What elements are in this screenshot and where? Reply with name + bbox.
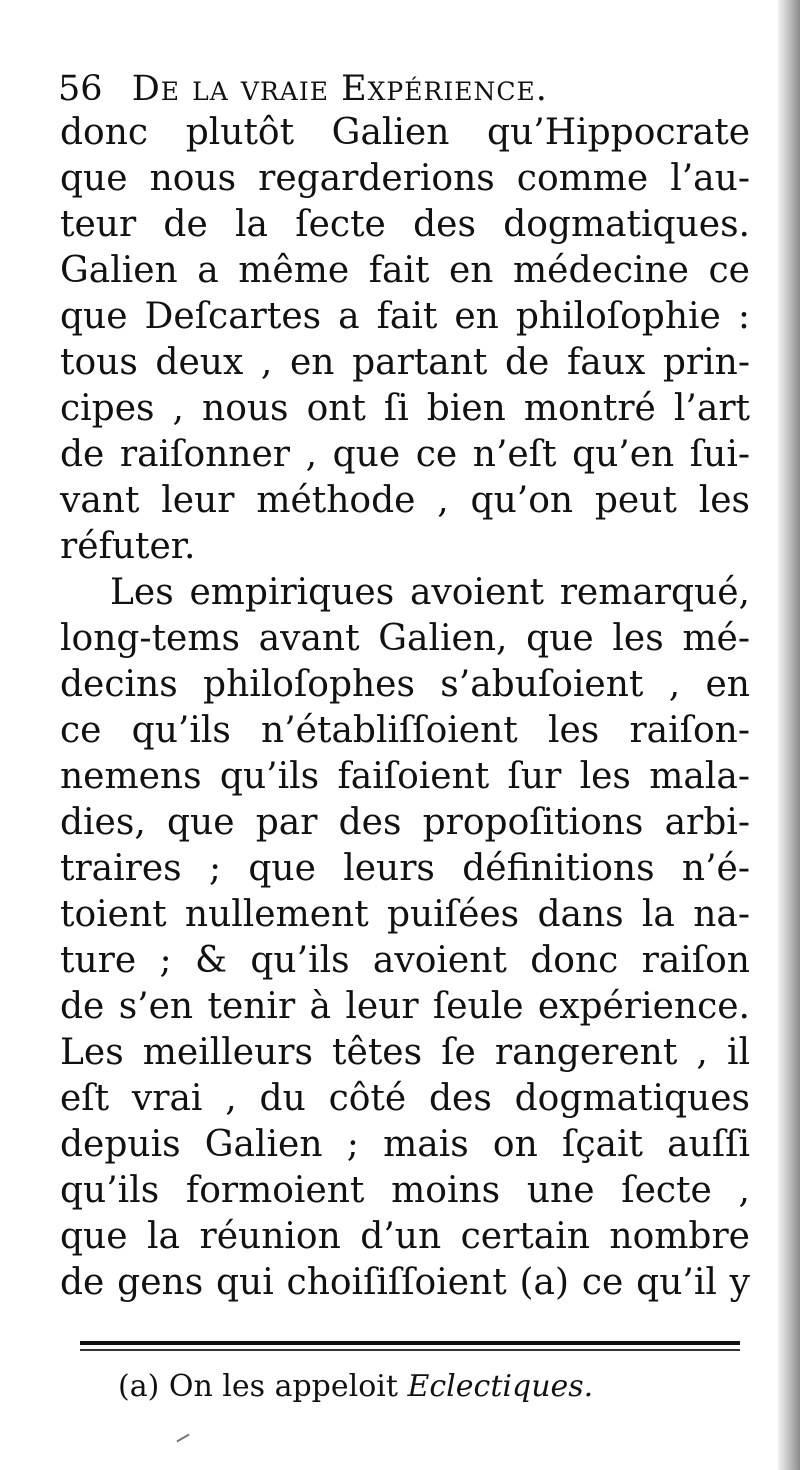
text-line: qu’ils formoient moins une ſecte , (60, 1170, 750, 1211)
text-line: traires ; que leurs définitions n’é- (60, 848, 750, 889)
body-text (60, 110, 750, 1306)
text-line: nemens qu’ils faiſoient ſur les mala- (60, 756, 750, 797)
text-line: donc plutôt Galien qu’Hippocrate (60, 112, 750, 153)
text-line: tous deux , en partant de faux prin- (60, 342, 750, 383)
footnote-italic-term: Eclectiques. (407, 1369, 594, 1404)
footnote-marker: (a) (118, 1369, 160, 1404)
running-title: De la vraie Expérience. (131, 69, 548, 109)
ink-speck (176, 1434, 189, 1443)
text-line: eſt vrai , du côté des dogmatiques (60, 1078, 750, 1119)
text-line: cipes , nous ont ſi bien montré l’art (60, 388, 750, 429)
text-line: toient nullement puiſées dans la na- (60, 894, 750, 935)
text-line: teur de la ſecte des dogmatiques. (60, 204, 750, 245)
text-line: réfuter. (60, 526, 196, 567)
text-line: de gens qui choiſiſſoient (a) ce qu’il y (60, 1262, 750, 1303)
text-line: que nous regarderions comme l’au- (60, 158, 750, 199)
footnote (118, 1364, 718, 1410)
text-line: long-tems avant Galien, que les mé- (60, 618, 750, 659)
text-line: Les empiriques avoient remarqué, (110, 572, 750, 613)
text-line: dies, que par des propoſitions arbi- (60, 802, 750, 843)
footnote-rule (80, 1341, 740, 1353)
text-line: depuis Galien ; mais on ſçait auſſi (60, 1124, 750, 1165)
running-head (58, 66, 658, 112)
text-line: vant leur méthode , qu’on peut les (60, 480, 750, 521)
text-line: Les meilleurs têtes ſe rangerent , il (60, 1032, 750, 1073)
text-line: decins philoſophes s’abuſoient , en (60, 664, 750, 705)
text-line: de raiſonner , que ce n’eſt qu’en ſui- (60, 434, 750, 475)
text-line: de s’en tenir à leur ſeule expérience. (60, 986, 750, 1027)
text-line: Galien a même fait en médecine ce (60, 250, 750, 291)
text-line: que la réunion d’un certain nombre (60, 1216, 750, 1257)
footnote-text: On les appeloit (168, 1369, 398, 1404)
footnote-rule-thin (80, 1349, 740, 1351)
page-number: 56 (58, 69, 103, 109)
footnote-rule-thick (80, 1341, 740, 1345)
page-edge-shadow (778, 0, 800, 1470)
text-line: ture ; & qu’ils avoient donc raiſon (60, 940, 750, 981)
text-line: ce qu’ils n’établiſſoient les raiſon- (60, 710, 750, 751)
text-line: que Deſcartes a fait en philoſophie : (60, 296, 750, 337)
